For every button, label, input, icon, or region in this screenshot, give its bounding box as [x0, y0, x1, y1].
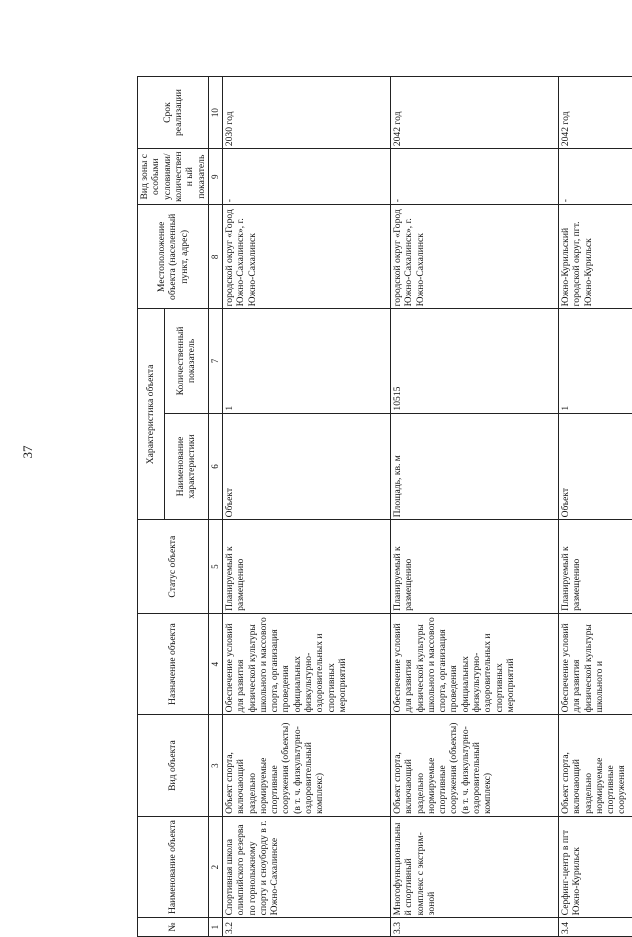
cell-zone: - [390, 149, 558, 205]
cell-name: Серфинг-центр в пгт Южно-Курильск [558, 816, 632, 917]
column-number: 6 [208, 413, 222, 520]
table-row [222, 77, 390, 937]
column-number: 4 [208, 613, 222, 714]
header-no: № [138, 918, 209, 937]
cell-zone: - [558, 149, 632, 205]
cell-status: Планируемый к размещению [222, 520, 390, 613]
cell-name: Спортивная школа олимпийского резерва по горнолыжному спорту и сноуборду в г. Южно-Сахалинске [222, 816, 390, 917]
cell-no: 3.4 [558, 918, 632, 937]
table-row [390, 77, 558, 937]
cell-location: городской округ «Город Южно-Сахалинск», г. Южно-Сахалинск [390, 205, 558, 309]
header-char-value: Количественный показатель [164, 309, 208, 413]
rotated-table-wrapper [137, 32, 628, 937]
cell-kind: Объект спорта, включающий раздельно нормируемые спортивные сооружения (объекты) (в т. ч. физкультурно-оздоровительный комплекс) [390, 715, 558, 816]
header-status: Статус объекта [138, 520, 209, 613]
column-number: 9 [208, 149, 222, 205]
cell-location: городской округ «Город Южно-Сахалинск», г. Южно-Сахалинск [222, 205, 390, 309]
cell-purpose: Обеспечение условий для развития физической культуры школьного и [558, 613, 632, 714]
header-char-name: Наименование характеристики [164, 413, 208, 520]
column-number: 8 [208, 205, 222, 309]
cell-char-value: 1 [222, 309, 390, 413]
cell-kind: Объект спорта, включающий раздельно нормируемые спортивные сооружения [558, 715, 632, 816]
column-number: 2 [208, 816, 222, 917]
cell-name: Многофункциональный спортивный комплекс с экстрим-зоной [390, 816, 558, 917]
cell-status: Планируемый к размещению [390, 520, 558, 613]
cell-term: 2030 год [222, 77, 390, 149]
column-number: 3 [208, 715, 222, 816]
cell-term: 2042 год [558, 77, 632, 149]
page-number: 37 [20, 445, 35, 459]
table-row [558, 77, 632, 937]
cell-term: 2042 год [390, 77, 558, 149]
column-number-row [208, 77, 222, 937]
cell-purpose: Обеспечение условий для развития физической культуры школьного и массового спорта, организация проведения официальных физкультурно-оздоровительных и спортивных мероприятий [390, 613, 558, 714]
cell-char-name: Объект [558, 413, 632, 520]
cell-purpose: Обеспечение условий для развития физической культуры школьного и массового спорта, организация проведения официальных физкультурно-оздоровительных и спортивных мероприятий [222, 613, 390, 714]
cell-char-name: Объект [222, 413, 390, 520]
planning-table [137, 76, 632, 937]
cell-zone: - [222, 149, 390, 205]
cell-status: Планируемый к размещению [558, 520, 632, 613]
cell-char-name: Площадь, кв. м [390, 413, 558, 520]
cell-char-value: 1 [558, 309, 632, 413]
column-number: 5 [208, 520, 222, 613]
header-zone: Вид зоны с особыми условиями/ количественн ый показатель [138, 149, 209, 205]
header-term: Срок реализации [138, 77, 209, 149]
header-purpose: Назначение объекта [138, 613, 209, 714]
column-number: 7 [208, 309, 222, 413]
cell-kind: Объект спорта, включающий раздельно нормируемые спортивные сооружения (объекты) (в т. ч. физкультурно-оздоровительный комплекс) [222, 715, 390, 816]
column-number: 1 [208, 918, 222, 937]
cell-location: Южно-Курильский городской округ, пгт. Южно-Курильск [558, 205, 632, 309]
cell-no: 3.2 [222, 918, 390, 937]
header-characteristics: Характеристика объекта [138, 309, 165, 520]
column-number: 10 [208, 77, 222, 149]
header-location: Местоположение объекта (населенный пункт, адрес) [138, 205, 209, 309]
cell-char-value: 10515 [390, 309, 558, 413]
header-kind: Вид объекта [138, 715, 209, 816]
cell-no: 3.3 [390, 918, 558, 937]
header-name: Наименование объекта [138, 816, 209, 917]
